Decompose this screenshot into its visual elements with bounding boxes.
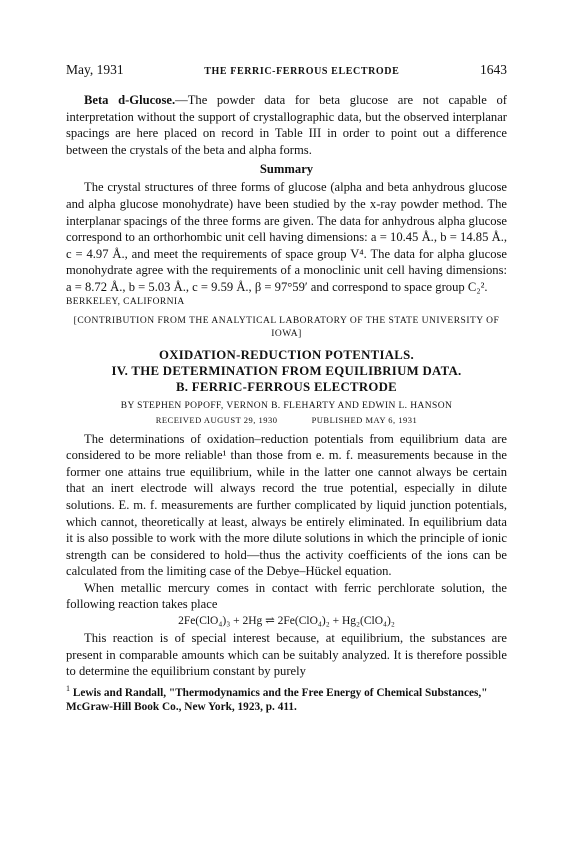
- footnote: [66, 682, 507, 714]
- body-paragraph-3: This reaction is of special interest because, at equilibrium, the substances are present in comparable amounts which can be suitably analyzed. It is therefore possible to determine the equilibrium constant by purely: [66, 631, 507, 679]
- body-paragraph-1: The determinations of oxidation–reduction potentials from equilibrium data are considered to be more reliable¹ than those from e. m. f. measurements because in the former one attains true equilibrium, while in the latter one cannot always be certain that an inert electrode will always record the true potential, especially in dilute solutions. E. m. f. measurements are further complicated by liquid junction potentials, which cannot, theoretically at least, always be entirely eliminated. In equilibrium data it is also possible to work with the more dilute solutions in which the principle of ionic strength can be considered to hold—thus the activity coefficients of the ions can be calculated from the limiting case of the Debye–Hückel equation.: [66, 431, 507, 579]
- beta-glucose-lead: Beta d-Glucose.: [84, 93, 176, 107]
- issue-date: May, 1931: [66, 62, 124, 77]
- beta-glucose-paragraph: [66, 92, 507, 158]
- running-head: [66, 62, 507, 78]
- running-title: THE FERRIC-FERROUS ELECTRODE: [204, 66, 400, 77]
- published-date: PUBLISHED MAY 6, 1931: [311, 414, 418, 425]
- footnote-text: Lewis and Randall, "Thermodynamics and the Free Energy of Chemical Substances," McGraw-Hill Book Co., New York, 1923, p. 411.: [66, 686, 488, 713]
- body-paragraph-2: When metallic mercury comes in contact with ferric perchlorate solution, the following reaction takes place: [66, 580, 507, 612]
- page-number: 1643: [479, 62, 507, 77]
- article-title-line-3: B. FERRIC-FERROUS ELECTRODE: [175, 379, 398, 394]
- article-title-line-2: IV. THE DETERMINATION FROM EQUILIBRIUM DATA.: [111, 363, 462, 378]
- article-title-line-1: OXIDATION-REDUCTION POTENTIALS.: [158, 347, 415, 362]
- summary-place: BERKELEY, CALIFORNIA: [66, 296, 185, 307]
- reaction-equation: 2Fe(ClO₄)₃ + 2Hg ⇌ 2Fe(ClO₄)₂ + Hg₂(ClO₄)₂: [178, 615, 395, 628]
- footnote-mark: 1: [66, 683, 70, 693]
- article-dates: [66, 415, 507, 425]
- received-date: RECEIVED AUGUST 29, 1930: [155, 414, 278, 425]
- beta-glucose-text: —The powder data for beta glucose are not capable of interpretation without the support of crystallographic data, but the observed interplanar spacings are here placed on record in Table III in order to point out a difference between the crystals of the beta and alpha forms.: [66, 93, 507, 157]
- summary-heading: Summary: [259, 162, 314, 177]
- authors: BY STEPHEN POPOFF, VERNON B. FLEHARTY AND EDWIN L. HANSON: [120, 400, 453, 411]
- article-title: [66, 347, 507, 395]
- contribution-note: [CONTRIBUTION FROM THE ANALYTICAL LABORATORY OF THE STATE UNIVERSITY OF IOWA]: [73, 315, 500, 339]
- summary-paragraph: The crystal structures of three forms of glucose (alpha and beta anhydrous glucose and alpha glucose monohydrate) have been studied by the x-ray powder method. The interplanar spacings of the three forms are given. The data for anhydrous alpha glucose correspond to an orthorhombic unit cell having dimensions: a = 10.45 Å., b = 14.85 Å., c = 4.97 Å., and meet the requirements of space group V⁴. The data for alpha glucose monohydrate agree with the requirements of a monoclinic unit cell having dimensions: a = 8.72 Å., b = 5.03 Å., c = 9.59 Å., β = 97°59′ and correspond to space group C₂².: [66, 180, 507, 294]
